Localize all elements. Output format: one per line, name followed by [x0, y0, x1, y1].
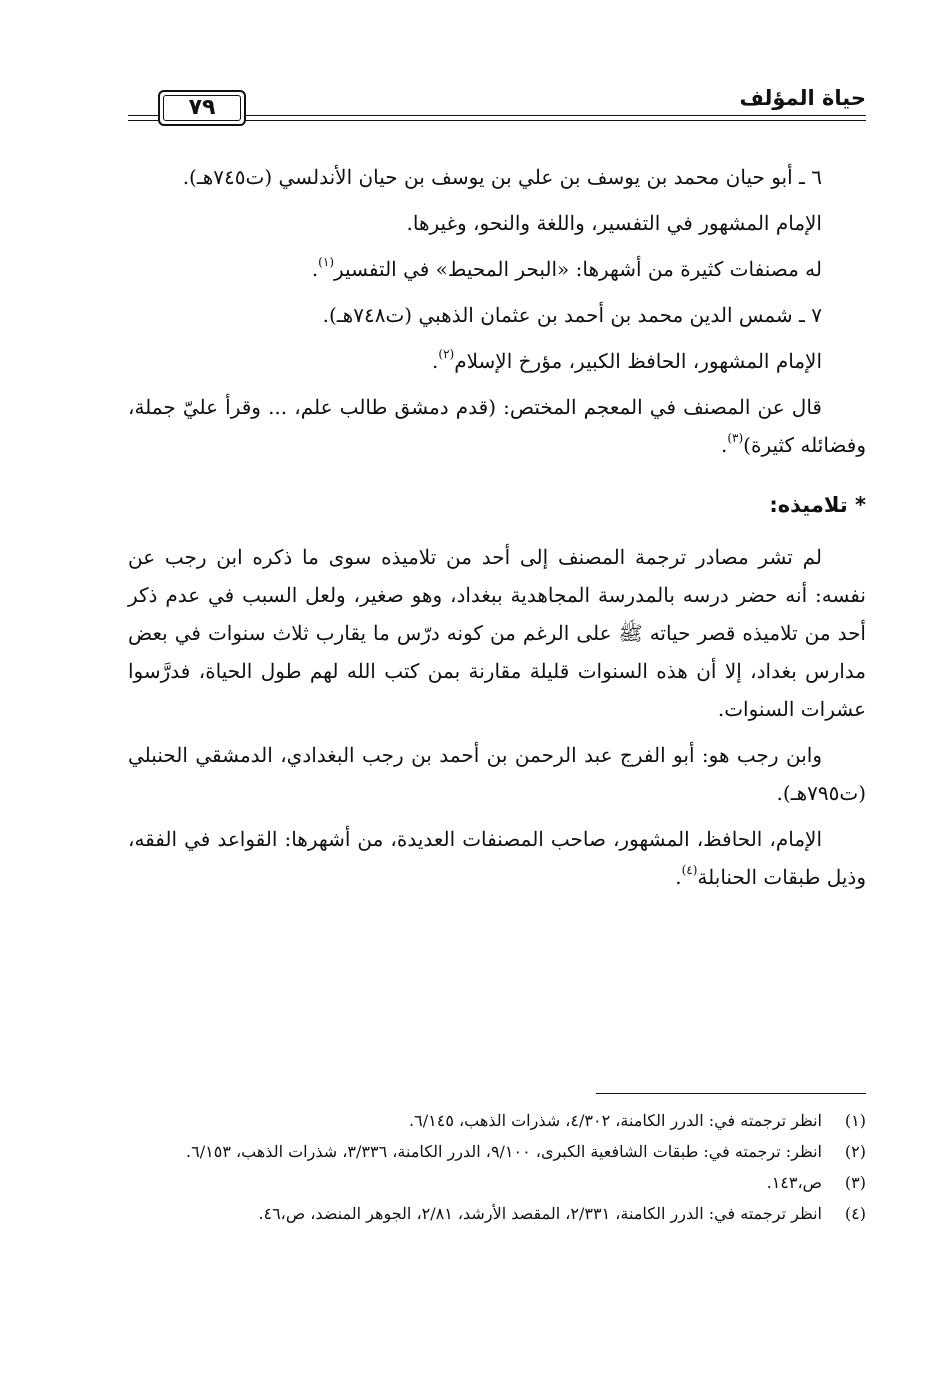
- paragraph-text: الإمام المشهور، الحافظ الكبير، مؤرخ الإسلام: [454, 349, 822, 373]
- footnote-number: (٣): [844, 1173, 866, 1192]
- paragraph-text: الإمام، الحافظ، المشهور، صاحب المصنفات العديدة، من أشهرها: القواعد في الفقه، وذيل طبقات الحنابلة: [128, 827, 866, 889]
- footnote-ref: (٢): [438, 347, 455, 361]
- page-number-frame: [158, 90, 246, 126]
- footnote-text: انظر ترجمته في: الدرر الكامنة، ٤/٣٠٢، شذرات الذهب، ٦/١٤٥.: [409, 1111, 822, 1130]
- paragraph-end: .: [432, 349, 439, 373]
- footnote-number: (١): [844, 1111, 866, 1130]
- paragraph-dhahabi-desc: [128, 342, 866, 380]
- paragraph-abu-hayyan-works: [128, 250, 866, 288]
- header-rule: [246, 120, 866, 121]
- book-page: [128, 84, 866, 1344]
- header-rule: [128, 120, 158, 121]
- paragraph-end: .: [675, 865, 682, 889]
- paragraph-text: له مصنفات كثيرة من أشهرها: «البحر المحيط» في التفسير: [334, 257, 822, 281]
- paragraph-dhahabi: ٧ ـ شمس الدين محمد بن أحمد بن عثمان الذهبي (ت٧٤٨هـ).: [322, 303, 822, 327]
- footnote-item: [128, 1168, 866, 1197]
- paragraph-text: قال عن المصنف في المعجم المختص: (قدم دمشق طالب علم، ... وقرأ عليّ جملة، وفضائله كثيرة): [128, 395, 866, 457]
- footnote-text: ص،١٤٣.: [766, 1173, 822, 1192]
- body-text: [128, 158, 866, 904]
- footnote-item: [128, 1106, 866, 1135]
- footnote-ref: (٤): [681, 863, 698, 877]
- footnote-ref: (١): [318, 255, 334, 269]
- page-header: [128, 84, 866, 130]
- paragraph-ibn-rajab-desc: [128, 820, 866, 896]
- paragraph-abu-hayyan: ٦ ـ أبو حيان محمد بن يوسف بن علي بن يوسف بن حيان الأندلسي (ت٧٤٥هـ).: [182, 165, 822, 189]
- footnote-item: [128, 1199, 866, 1228]
- paragraph-dhahabi-quote: [128, 388, 866, 464]
- footnote-text: انظر: ترجمته في: طبقات الشافعية الكبرى، ٩/١٠٠، الدرر الكامنة، ٣/٣٣٦، شذرات الذهب، ٦/١٥٣.: [186, 1142, 822, 1161]
- footnote-separator: [596, 1093, 866, 1094]
- footnotes: [128, 1106, 866, 1230]
- header-rule: [246, 115, 866, 116]
- running-title: حياة المؤلف: [739, 86, 866, 110]
- paragraph-ibn-rajab: وابن رجب هو: أبو الفرج عبد الرحمن بن أحمد بن رجب البغدادي، الدمشقي الحنبلي (ت٧٩٥هـ).: [128, 743, 866, 805]
- footnote-text: انظر ترجمته في: الدرر الكامنة، ٢/٣٣١، المقصد الأرشد، ٢/٨١، الجوهر المنضد، ص،٤٦.: [258, 1204, 822, 1223]
- page-number: ٧٩: [188, 95, 216, 120]
- footnote-number: (٢): [844, 1142, 866, 1161]
- footnote-item: [128, 1137, 866, 1166]
- paragraph-abu-hayyan-desc: الإمام المشهور في التفسير، واللغة والنحو، وغيرها.: [406, 211, 822, 235]
- paragraph-end: .: [720, 433, 728, 457]
- header-rule: [128, 115, 158, 116]
- paragraph-students: لم تشر مصادر ترجمة المصنف إلى أحد من تلاميذه سوى ما ذكره ابن رجب عن نفسه: أنه حضر درسه بالمدرسة المجاهدية ببغداد، وهو صغير، ولعل السبب في عدم ذكر أحد من تلاميذه قصر حياته ﷺ على الرغم من كونه درّس ما يقارب ثلاث سنوات في بعض مدارس بغداد، إلا أن هذه السنوات قليلة مقارنة بمن كتب الله لهم طول الحياة، فدرَّسوا عشرات السنوات.: [128, 545, 866, 721]
- section-heading-students: * تلاميذه:: [769, 493, 866, 517]
- paragraph-end: .: [311, 257, 319, 281]
- footnote-number: (٤): [844, 1204, 866, 1223]
- footnote-ref: (٣): [727, 431, 744, 445]
